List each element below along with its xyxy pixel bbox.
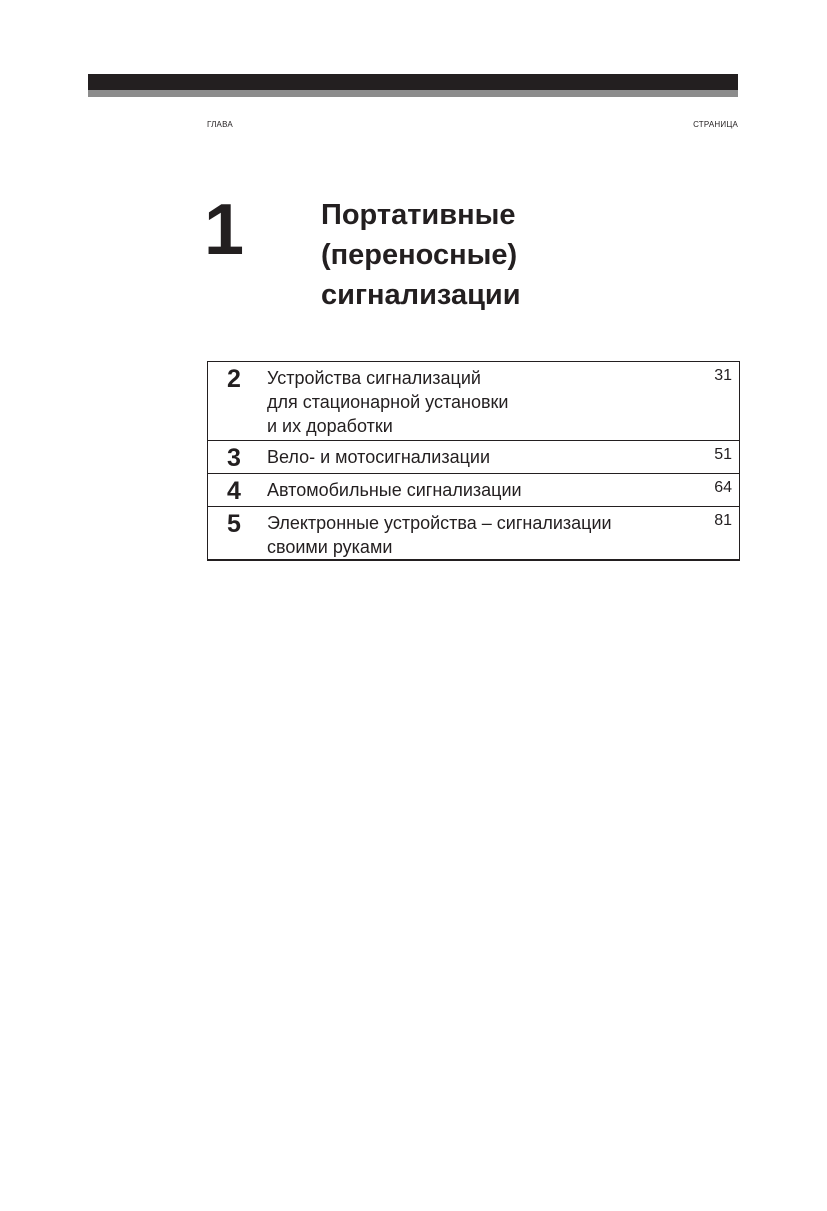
toc-page-number: 64: [714, 479, 732, 496]
toc-chapter-number: 3: [227, 444, 241, 472]
current-chapter-number: 1: [204, 190, 245, 270]
chapter-title-line: сигнализации: [321, 279, 521, 311]
header-rule-gray: [88, 90, 738, 97]
toc-entry[interactable]: [208, 362, 739, 441]
table-of-contents: [207, 361, 740, 561]
toc-title-line: и их доработки: [267, 416, 393, 436]
chapter-title-line: (переносные): [321, 239, 518, 271]
toc-chapter-title: [267, 441, 679, 469]
header-rule-black: [88, 74, 738, 90]
toc-entry[interactable]: [208, 474, 739, 507]
toc-page-number: 31: [714, 367, 732, 384]
toc-page-number: 81: [714, 512, 732, 529]
toc-chapter-number: 2: [227, 365, 241, 393]
chapter-title-line: Портативные: [321, 199, 516, 231]
toc-chapter-number: 4: [227, 477, 241, 505]
chapter-column-label: ГЛАВА: [207, 120, 233, 129]
toc-chapter-title: [267, 507, 679, 559]
toc-title-line: своими руками: [267, 537, 393, 557]
page-column-label: СТРАНИЦА: [693, 120, 738, 129]
toc-title-line: для стационарной установки: [267, 392, 509, 412]
toc-chapter-title: [267, 362, 679, 438]
toc-title-line: Устройства сигнализаций: [267, 368, 481, 388]
toc-entry[interactable]: [208, 507, 739, 559]
toc-title-line: Автомобильные сигнализации: [267, 480, 522, 500]
toc-title-line: Электронные устройства – сигнализации: [267, 513, 612, 533]
current-chapter-title: [321, 195, 721, 315]
toc-chapter-title: [267, 474, 679, 502]
toc-title-line: Вело- и мотосигнализации: [267, 447, 491, 467]
toc-page-number: 51: [714, 446, 732, 463]
toc-entry[interactable]: [208, 441, 739, 474]
toc-chapter-number: 5: [227, 510, 241, 538]
